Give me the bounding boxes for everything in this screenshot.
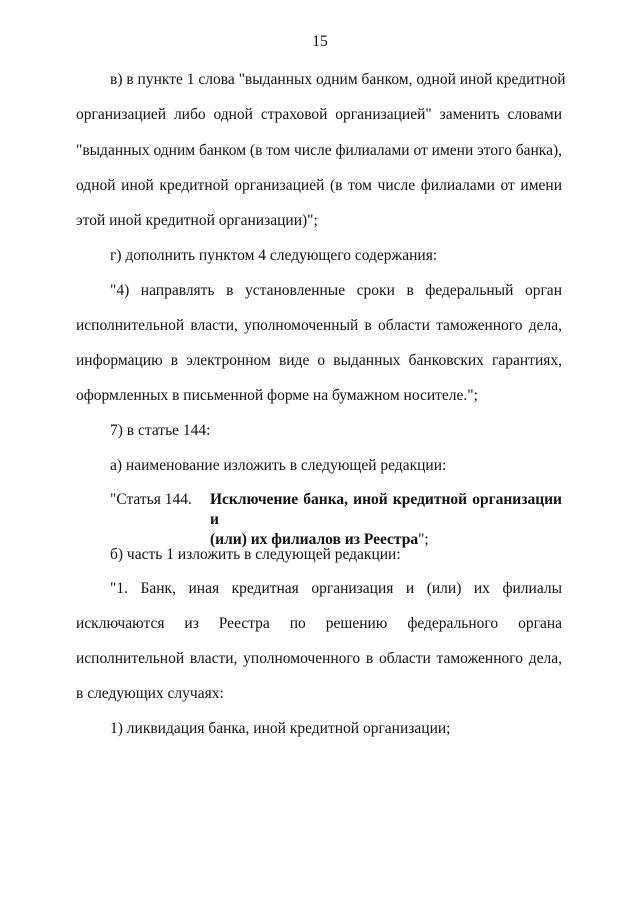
page-number: 15 [312, 33, 328, 50]
article-title-tail: "; [418, 531, 429, 548]
text-line: организацией либо одной страховой организацией" заменить словами [76, 106, 562, 123]
text-line: "выданных одним банком (в том числе филиалами от имени этого банка), [76, 142, 562, 159]
text-line: исключаются из Реестра по решению федерального органа [76, 615, 562, 632]
text-line: 1) ликвидация банка, иной кредитной организации; [110, 720, 451, 737]
text-line: 7) в статье 144: [110, 422, 211, 439]
text-line: оформленных в письменной форме на бумажном носителе."; [76, 387, 478, 404]
article-title [210, 490, 562, 550]
article-title-text: (или) их филиалов из Реестра [210, 531, 419, 548]
article-label: "Статья 144. [110, 491, 192, 508]
text-line: исполнительной власти, уполномоченного в области таможенного дела, [76, 650, 562, 667]
text-line: исполнительной власти, уполномоченный в области таможенного дела, [76, 317, 562, 334]
text-line: в следующих случаях: [76, 685, 224, 702]
text-line: "1. Банк, иная кредитная организация и (или) их филиалы [110, 580, 562, 597]
text-line: г) дополнить пунктом 4 следующего содержания: [110, 247, 438, 264]
article-title-line: Исключение банка, иной кредитной организации и [210, 491, 562, 528]
text-line: а) наименование изложить в следующей редакции: [110, 457, 447, 474]
text-line: этой иной кредитной организации)"; [76, 212, 318, 229]
text-line: информацию в электронном виде о выданных банковских гарантиях, [76, 352, 562, 369]
text-line: одной иной кредитной организацией (в том числе филиалами от имени [76, 177, 562, 194]
text-line: "4) направлять в установленные сроки в федеральный орган [110, 282, 562, 299]
text-line: б) часть 1 изложить в следующей редакции: [110, 546, 401, 563]
text-line: в) в пункте 1 слова "выданных одним банком, одной иной кредитной [110, 71, 566, 88]
